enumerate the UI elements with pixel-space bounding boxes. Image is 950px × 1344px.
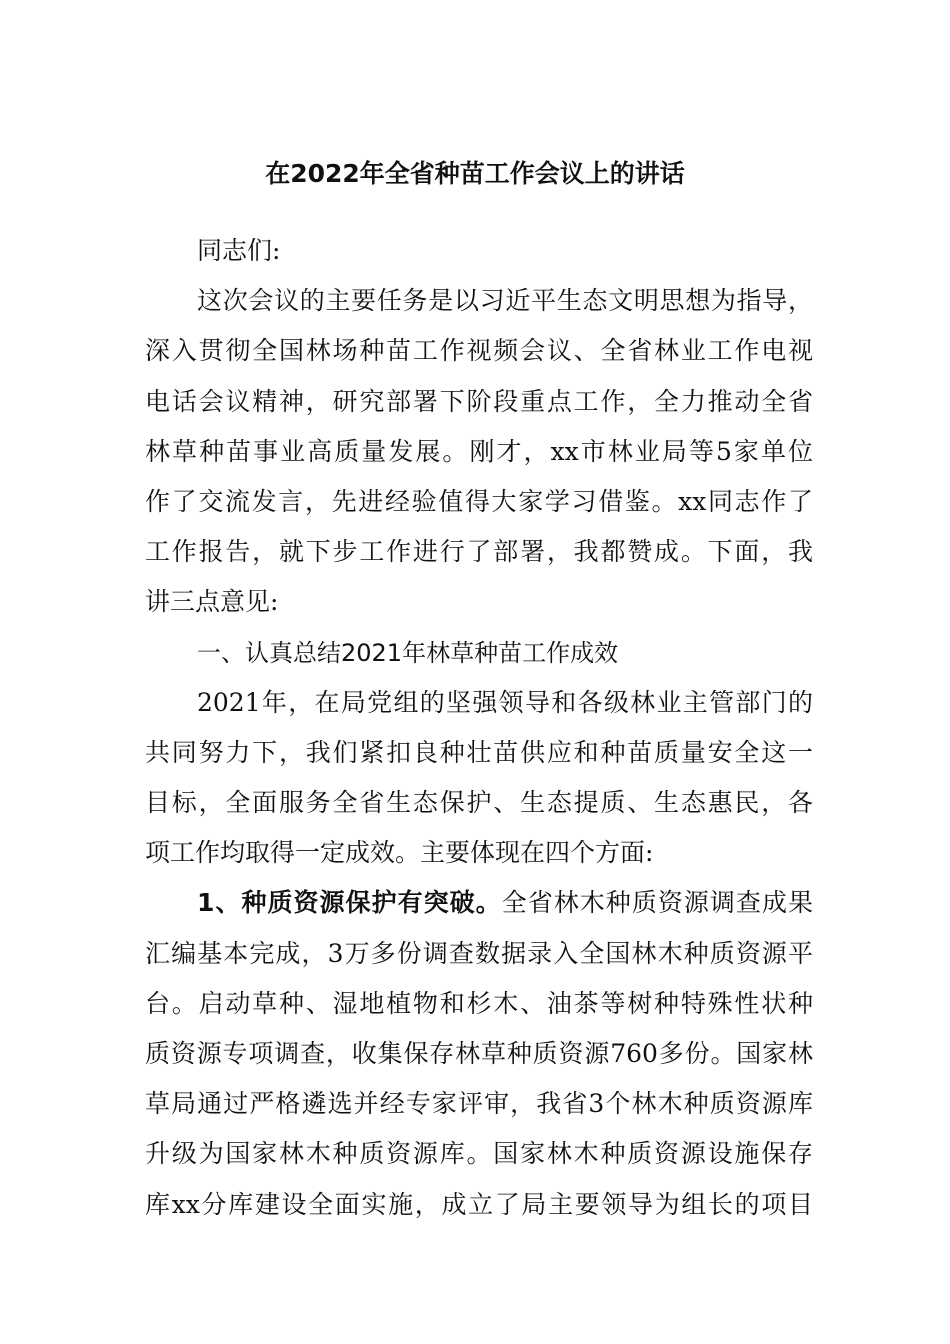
paragraph-line: 目标，全面服务全省生态保护、生态提质、生态惠民，各 (145, 788, 813, 818)
item-first-line (145, 878, 813, 928)
paragraph-line: 汇编基本完成，3万多份调查数据录入全国林木种质资源平 (145, 938, 813, 968)
section-heading: 一、认真总结2021年林草种苗工作成效 (197, 638, 619, 667)
paragraph-line: 作了交流发言，先进经验值得大家学习借鉴。xx同志作了 (145, 486, 813, 516)
paragraph-line: 台。启动草种、湿地植物和杉木、油茶等树种特殊性状种 (145, 988, 813, 1018)
paragraph-line: 深入贯彻全国林场种苗工作视频会议、全省林业工作电视 (145, 336, 813, 366)
document-body (145, 226, 813, 1230)
paragraph-line: 项工作均取得一定成效。主要体现在四个方面: (145, 838, 654, 868)
paragraph-line: 共同努力下，我们紧扣良种壮苗供应和种苗质量安全这一 (145, 737, 813, 767)
greeting: 同志们: (197, 236, 281, 265)
document-title: 在2022年全省种苗工作会议上的讲话 (265, 159, 685, 188)
paragraph-line: 升级为国家林木种质资源库。国家林木种质资源设施保存 (145, 1139, 813, 1169)
paragraph-line: 林草种苗事业高质量发展。刚才，xx市林业局等5家单位 (145, 436, 813, 466)
item-lead: 1、种质资源保护有突破。 (197, 888, 502, 918)
paragraph-line: 库xx分库建设全面实施，成立了局主要领导为组长的项目 (145, 1189, 813, 1219)
paragraph-line: 工作报告，就下步工作进行了部署，我都赞成。下面，我 (145, 537, 813, 567)
paragraph-line: 讲三点意见: (145, 587, 279, 617)
paragraph-line: 2021年，在局党组的坚强领导和各级林业主管部门的 (197, 687, 813, 717)
paragraph-line: 草局通过严格遴选并经专家评审，我省3个林木种质资源库 (145, 1089, 813, 1119)
item-first-rest: 全省林木种质资源调查成果 (501, 888, 813, 918)
paragraph-line: 这次会议的主要任务是以习近平生态文明思想为指导， (197, 286, 813, 316)
paragraph-line: 电话会议精神，研究部署下阶段重点工作，全力推动全省 (145, 386, 813, 416)
paragraph-line: 质资源专项调查，收集保存林草种质资源760多份。国家林 (145, 1039, 813, 1068)
